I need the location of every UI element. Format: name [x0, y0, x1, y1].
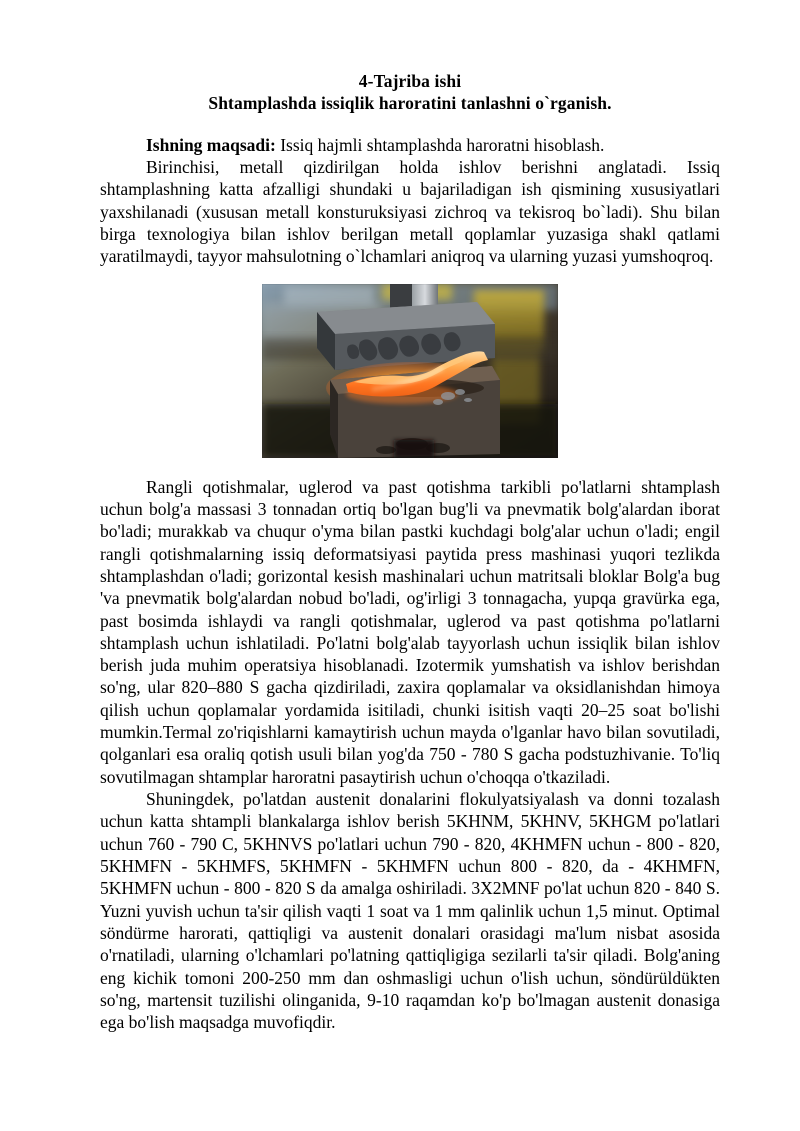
document-content [100, 70, 720, 1033]
paragraph-one: Birinchisi, metall qizdirilgan holda ishlov berishni anglatadi. Issiq shtamplashning katta afzalligi shundaki u bajariladigan ish qismining xususiyatlari yaxshilanadi (xususan metall konsturuksiyasi zichroq va tekisroq bo`ladi). Shu bilan birga texnologiya bilan ishlov berilgan metall qoplamlar yuzasiga shakl qatlami yaratilmaydi, tayyor mahsulotning o`lchamlari aniqroq va ularning yuzasi yumshoqroq. [100, 157, 720, 267]
paragraph-three: Shuningdek, po'latdan austenit donalarini flokulyatsiyalash va donni tozalash uchun katta shtampli blankalarga ishlov berish 5KHNM, 5KHNV, 5KHGM po'latlari uchun 760 - 790 C, 5KHNVS po'latlari uchun 790 - 820, 4KHMFN uchun - 800 - 820, 5KHMFN - 5KHMFS, 5KHMFN - 5KHMFN uchun 800 - 820, da - 4KHMFN, 5KHMFN uchun - 800 - 820 S da amalga oshiriladi. 3X2MNF po'lat uchun 820 - 840 S. Yuzni yuvish uchun ta'sir qilish vaqti 1 soat va 1 mm qalinlik uchun 1,5 minut. Optimal söndürme harorati, qattiqligi va austenit donalari orasidagi ma'lum nisbat asosida o'rnatiladi, ularning o'lchamlari po'latning qattiqligiga sezilarli ta'sir qiladi. Bolg'aning eng kichik tomoni 200-250 mm dan oshmasligi uchun o'lish uchun, söndürüldükten so'ng, martensit tuzilishi olinganida, 9-10 raqamdan ko'p bo'lmagan austenit donasiga ega bo'lish maqsadga muvofiqdir. [100, 789, 720, 1033]
hot-forging-press-photo [262, 284, 558, 458]
paragraph-two: Rangli qotishmalar, uglerod va past qotishma tarkibli po'latlarni shtamplash uchun bolg'a massasi 3 tonnadan ortiq bo'lgan bug'li va pnevmatik bolg'alardan iborat bo'ladi; murakkab va chuqur o'yma bilan pastki kuchdagi bolg'alar uchun o'ladi; engil rangli qotishmalarning issiq deformatsiyasi paytida press mashinasi yuqori tezlikda shtamplashdan o'ladi; gorizontal kesish mashinalari uchun matritsali bloklar Bolg'a bug 'va pnevmatik bolg'alardan nobud bo'ladi, og'irligi 3 tonnagacha, yupqa gravürka ega, past bosimda ishlaydi va rangli qotishmalar, uglerod va past qotishma po'latlarni shtamplash uchun ishlatiladi. Po'latni bolg'alab tayyorlash uchun issiqlik bilan ishlov berish juda muhim operatsiya hisoblanadi. Izotermik yumshatish va ishlov berishdan so'ng, ular 820–880 S gacha qizdiriladi, zaxira qoplamalar va oksidlanishdan himoya qilish uchun qoplamalar yordamida isitiladi, chunki isitish vaqti 20–25 soat bo'lishi mumkin.Termal zo'riqishlarni kamaytirish uchun mayda o'lganlar havo bilan sovutiladi, qolganlari esa oraliq qotish usuli bilan yog'da 750 - 780 S gacha podstuzhivanie. To'liq sovutilmagan shtamplar haroratni pasaytirish uchun o'choqqa o'tkaziladi. [100, 476, 720, 787]
title-line-1: 4-Tajriba ishi [358, 71, 462, 91]
purpose-label: Ishning maqsadi: [146, 134, 276, 155]
purpose-text: Issiq hajmli shtamplashda haroratni hisoblash. [275, 134, 605, 155]
title-line-2: Shtamplashda issiqlik haroratini tanlashni o`rganish. [208, 93, 612, 114]
title-spacer [100, 115, 720, 134]
forging-illustration [262, 284, 558, 458]
figure-container [100, 284, 720, 463]
document-title [100, 70, 720, 115]
purpose-paragraph [100, 134, 720, 156]
